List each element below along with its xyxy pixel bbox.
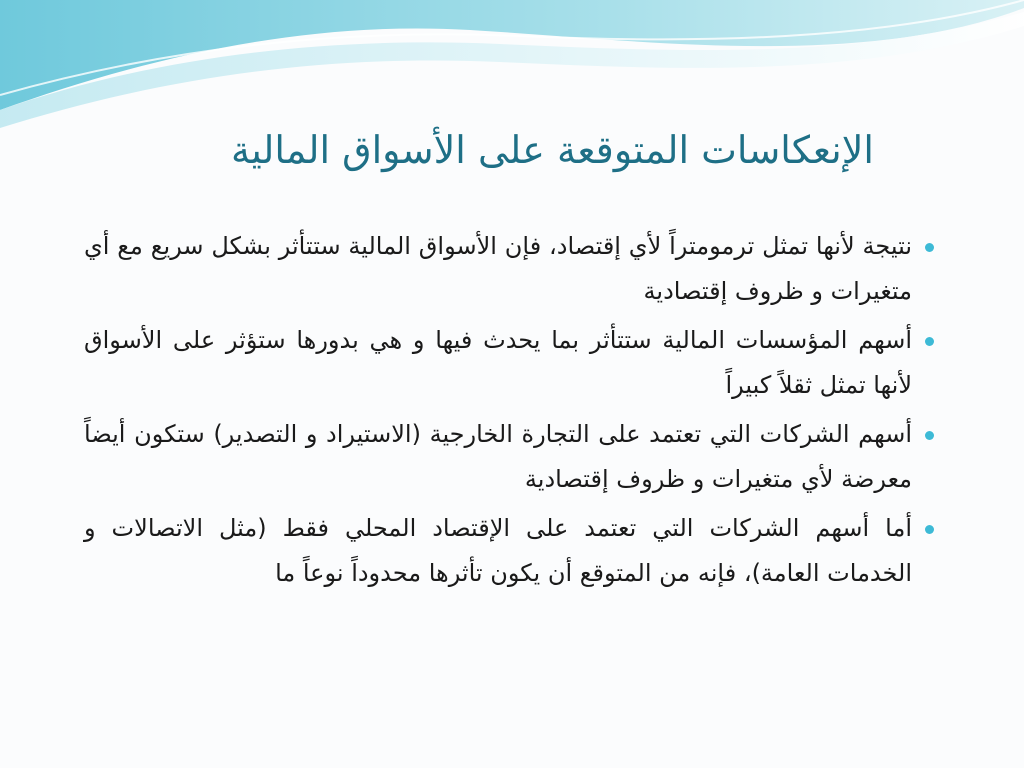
bullet-text: أما أسهم الشركات التي تعتمد على الإقتصاد المحلي فقط (مثل الاتصالات و الخدمات العامة)، فإنه من المتوقع أن يكون تأثرها محدوداً نوعاً ما [84,514,912,587]
bullet-dot-icon [925,431,934,440]
bullet-list [84,224,934,600]
bullet-dot-icon [925,337,934,346]
bullet-dot-icon [925,525,934,534]
bullet-item [84,224,934,314]
bullet-item [84,506,934,596]
bullet-dot-icon [925,243,934,252]
bullet-text: أسهم الشركات التي تعتمد على التجارة الخارجية (الاستيراد و التصدير) ستكون أيضاً معرضة لأي متغيرات و ظروف إقتصادية [84,420,912,493]
slide-title: الإنعكاسات المتوقعة على الأسواق المالية [230,128,874,172]
bullet-text: أسهم المؤسسات المالية ستتأثر بما يحدث فيها و هي بدورها ستؤثر على الأسواق لأنها تمثل ثقلاً كبيراً [84,326,912,399]
bullet-text: نتيجة لأنها تمثل ترمومتراً لأي إقتصاد، فإن الأسواق المالية ستتأثر بشكل سريع مع أي متغيرات و ظروف إقتصادية [84,232,912,305]
bullet-item [84,318,934,408]
bullet-item [84,412,934,502]
header-wave-decoration [0,0,1024,140]
